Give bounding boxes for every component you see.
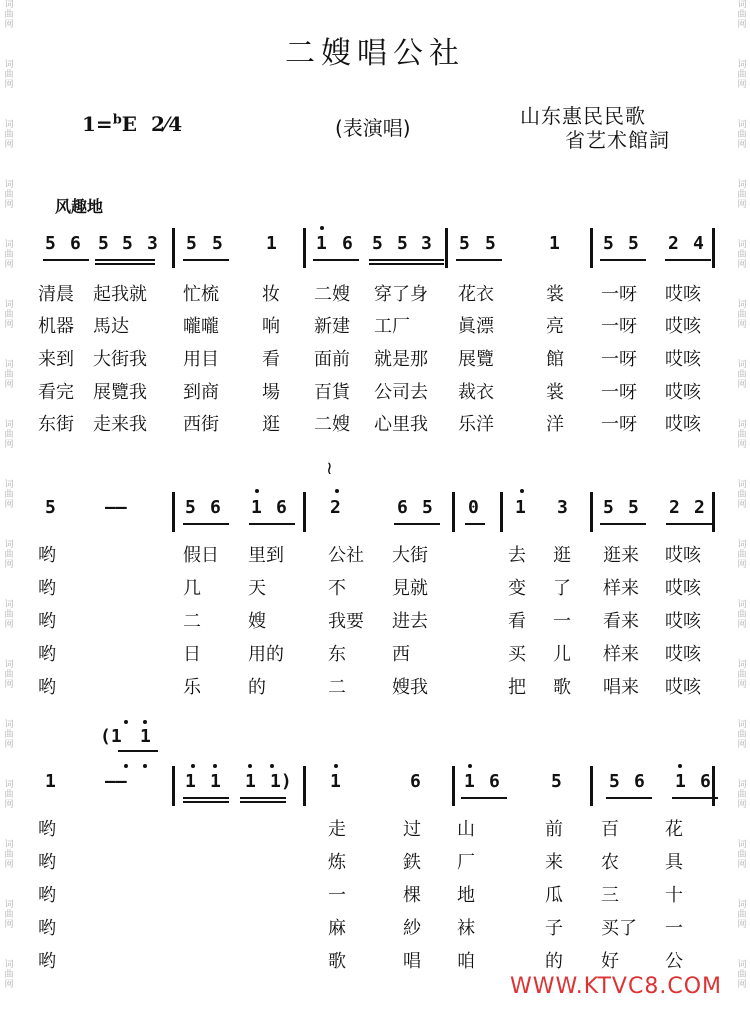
- lyric: 哎咳: [665, 414, 701, 435]
- lyric: 哎咳: [665, 284, 701, 305]
- octave-dot: [124, 720, 128, 724]
- lyric: 农: [601, 852, 619, 873]
- lyric: 几: [183, 578, 201, 599]
- lyric: 前: [545, 819, 563, 840]
- side-watermark-text: 词 曲 网: [737, 840, 747, 870]
- lyric: 館: [546, 349, 564, 370]
- lyric: 用目: [183, 349, 219, 370]
- side-watermark-text: 词 曲 网: [4, 60, 14, 90]
- octave-dot: [255, 489, 259, 493]
- lyric: 二嫂: [314, 414, 350, 435]
- note: ——: [105, 771, 127, 792]
- note: 2: [668, 233, 679, 254]
- note: 5: [422, 497, 433, 518]
- side-watermark-text: 词 曲 网: [4, 300, 14, 330]
- tempo-marking: 风趣地: [55, 197, 104, 216]
- beam-line: [394, 523, 440, 525]
- song-title: 二嫂唱公社: [285, 36, 465, 71]
- barline: [500, 492, 503, 532]
- lyric: 一呀: [601, 349, 637, 370]
- lyric: 新建: [314, 316, 350, 337]
- note: 1: [675, 771, 686, 792]
- side-watermark-text: 词 曲 网: [4, 120, 14, 150]
- note: 6: [210, 497, 221, 518]
- side-watermark-text: 词 曲 网: [4, 780, 14, 810]
- lyric: 棵: [403, 885, 421, 906]
- side-watermark-text: 词 曲 网: [737, 780, 747, 810]
- octave-dot: [334, 764, 338, 768]
- lyric: 嫂: [248, 611, 266, 632]
- lyric: 逛: [553, 545, 571, 566]
- beam-line: [666, 523, 712, 525]
- lyric: 亮: [546, 316, 564, 337]
- lyric: 就是那: [374, 349, 428, 370]
- note: 6: [342, 233, 353, 254]
- lyric: 哎咳: [665, 611, 701, 632]
- octave-dot: [320, 226, 324, 230]
- octave-dot: [124, 764, 128, 768]
- lyric: 一呀: [601, 316, 637, 337]
- barline: [590, 228, 593, 268]
- lyric: 哟: [38, 852, 56, 873]
- note: 1: [464, 771, 475, 792]
- side-watermark-text: 词 曲 网: [737, 900, 747, 930]
- site-watermark: WWW.KTVC8.COM: [510, 974, 722, 999]
- barline: [303, 228, 306, 268]
- lyric: 逛: [262, 414, 280, 435]
- lyric: 看完: [38, 382, 74, 403]
- lyric: 十: [665, 885, 683, 906]
- note: 1: [251, 497, 262, 518]
- credit-lyricist: 省艺术館詞: [565, 128, 670, 152]
- note: 5: [45, 497, 56, 518]
- note: ——: [105, 497, 127, 518]
- lyric: 馬达: [93, 316, 129, 337]
- lyric: 我要: [328, 611, 364, 632]
- side-watermark-text: 词 曲 网: [737, 240, 747, 270]
- lyric: 看: [508, 611, 526, 632]
- barline: [452, 766, 455, 806]
- barline: [445, 228, 448, 268]
- lyric: 百: [601, 819, 619, 840]
- note: 5: [45, 233, 56, 254]
- note: 6: [634, 771, 645, 792]
- note: 2: [330, 497, 341, 518]
- octave-dot: [520, 489, 524, 493]
- note: 1: [266, 233, 277, 254]
- octave-dot: [270, 764, 274, 768]
- note: 6: [70, 233, 81, 254]
- note: 6: [700, 771, 711, 792]
- lyric: 哟: [38, 819, 56, 840]
- performance-style: (表演唱): [335, 116, 411, 140]
- lyric: 东: [328, 644, 346, 665]
- note: 2: [694, 497, 705, 518]
- beam-line: [665, 259, 711, 261]
- note: 5: [485, 233, 496, 254]
- side-watermark-text: 词 曲 网: [737, 960, 747, 990]
- lyric: 机器: [38, 316, 74, 337]
- note: 3: [421, 233, 432, 254]
- note: 5: [459, 233, 470, 254]
- side-watermark-text: 词 曲 网: [737, 600, 747, 630]
- lyric: 走来我: [93, 414, 147, 435]
- barline: [172, 492, 175, 532]
- lyric: 哎咳: [665, 382, 701, 403]
- lyric: 过: [403, 819, 421, 840]
- octave-dot: [143, 764, 147, 768]
- note: 5: [98, 233, 109, 254]
- note: (1: [100, 726, 122, 747]
- octave-dot: [143, 720, 147, 724]
- note: 5: [185, 497, 196, 518]
- lyric: 花: [665, 819, 683, 840]
- lyric: 公: [665, 951, 683, 972]
- beam-line: [118, 750, 158, 752]
- note: 1: [140, 726, 151, 747]
- lyric: 逛来: [603, 545, 639, 566]
- key-signature: 1=$^b$E 2⁄4: [82, 112, 183, 136]
- lyric: 买: [508, 644, 526, 665]
- lyric: 来: [545, 852, 563, 873]
- side-watermark-text: 词 曲 网: [737, 180, 747, 210]
- note: 5: [609, 771, 620, 792]
- lyric: 西街: [183, 414, 219, 435]
- barline: [172, 766, 175, 806]
- lyric: 天: [248, 578, 266, 599]
- beam-line: [240, 801, 286, 803]
- side-watermark-text: 词 曲 网: [737, 720, 747, 750]
- side-watermark-text: 词 曲 网: [737, 300, 747, 330]
- lyric: 忙梳: [183, 284, 219, 305]
- beam-line: [249, 523, 295, 525]
- side-watermark-text: 词 曲 网: [4, 480, 14, 510]
- lyric: 鉄: [403, 852, 421, 873]
- lyric: 哟: [38, 644, 56, 665]
- barline: [172, 228, 175, 268]
- lyric: 一: [328, 885, 346, 906]
- note: 1: [245, 771, 256, 792]
- lyric: 二: [328, 677, 346, 698]
- lyric: 哟: [38, 545, 56, 566]
- note: 0: [468, 497, 479, 518]
- lyric: 展覽我: [93, 382, 147, 403]
- ornament-mark: ≀: [326, 458, 333, 479]
- side-watermark-text: 词 曲 网: [4, 240, 14, 270]
- beam-line: [43, 259, 89, 261]
- lyric: 一呀: [601, 284, 637, 305]
- note: 1: [210, 771, 221, 792]
- lyric: 心里我: [374, 414, 428, 435]
- lyric: 哎咳: [665, 349, 701, 370]
- lyric: 穿了身: [374, 284, 428, 305]
- lyric: 乐: [183, 677, 201, 698]
- lyric: 买了: [601, 918, 637, 939]
- note: 3: [557, 497, 568, 518]
- note: 5: [397, 233, 408, 254]
- lyric: 二嫂: [314, 284, 350, 305]
- lyric: 哎咳: [665, 677, 701, 698]
- side-watermark-text: 词 曲 网: [737, 60, 747, 90]
- note: 5: [628, 497, 639, 518]
- lyric: 把: [508, 677, 526, 698]
- note: 1: [316, 233, 327, 254]
- lyric: 嚨嚨: [183, 316, 219, 337]
- note: 5: [603, 497, 614, 518]
- lyric: 袜: [457, 918, 475, 939]
- note: 5: [186, 233, 197, 254]
- side-watermark-text: 词 曲 网: [4, 660, 14, 690]
- note: 4: [693, 233, 704, 254]
- lyric: 具: [665, 852, 683, 873]
- lyric: 眞漂: [458, 316, 494, 337]
- barline: [712, 766, 715, 806]
- beam-line: [240, 797, 286, 799]
- side-watermark-text: 词 曲 网: [4, 420, 14, 450]
- lyric: 清晨: [38, 284, 74, 305]
- lyric: 嫂我: [392, 677, 428, 698]
- note: 5: [628, 233, 639, 254]
- lyric: 洋: [546, 414, 564, 435]
- note: 1: [185, 771, 196, 792]
- barline: [590, 766, 593, 806]
- lyric: 地: [457, 885, 475, 906]
- lyric: 变: [508, 578, 526, 599]
- lyric: 哎咳: [665, 644, 701, 665]
- beam-line: [606, 797, 652, 799]
- side-watermark-text: 词 曲 网: [737, 420, 747, 450]
- lyric: 的: [545, 951, 563, 972]
- side-watermark-text: 词 曲 网: [4, 720, 14, 750]
- note: 1): [270, 771, 292, 792]
- side-watermark-text: 词 曲 网: [737, 540, 747, 570]
- barline: [452, 492, 455, 532]
- note: 6: [489, 771, 500, 792]
- octave-dot: [678, 764, 682, 768]
- barline: [303, 492, 306, 532]
- beam-line: [672, 797, 718, 799]
- lyric: 工厂: [374, 316, 410, 337]
- side-watermark-text: 词 曲 网: [737, 120, 747, 150]
- lyric: 場: [262, 382, 280, 403]
- lyric: 哟: [38, 611, 56, 632]
- lyric: 哟: [38, 918, 56, 939]
- lyric: 歌: [328, 951, 346, 972]
- side-watermark-text: 词 曲 网: [4, 600, 14, 630]
- lyric: 样来: [603, 578, 639, 599]
- lyric: 裳: [546, 284, 564, 305]
- lyric: 子: [545, 918, 563, 939]
- lyric: 一呀: [601, 382, 637, 403]
- lyric: 瓜: [545, 885, 563, 906]
- lyric: 大街: [392, 545, 428, 566]
- beam-line: [369, 259, 444, 261]
- lyric: 样来: [603, 644, 639, 665]
- lyric: 起我就: [93, 284, 147, 305]
- lyric: 炼: [328, 852, 346, 873]
- lyric: 哟: [38, 885, 56, 906]
- beam-line: [183, 797, 229, 799]
- lyric: 看来: [603, 611, 639, 632]
- octave-dot: [468, 764, 472, 768]
- side-watermark-text: 词 曲 网: [4, 840, 14, 870]
- barline: [590, 492, 593, 532]
- lyric: 乐洋: [458, 414, 494, 435]
- lyric: 假日: [183, 545, 219, 566]
- lyric: 进去: [392, 611, 428, 632]
- lyric: 唱来: [603, 677, 639, 698]
- lyric: 响: [262, 316, 280, 337]
- lyric: 哟: [38, 951, 56, 972]
- note: 1: [45, 771, 56, 792]
- note: 6: [410, 771, 421, 792]
- note: 1: [330, 771, 341, 792]
- beam-line: [369, 263, 444, 265]
- lyric: 厂: [457, 852, 475, 873]
- octave-dot: [213, 764, 217, 768]
- lyric: 里到: [248, 545, 284, 566]
- lyric: 百貨: [314, 382, 350, 403]
- barline: [712, 492, 715, 532]
- lyric: 来到: [38, 349, 74, 370]
- side-watermark-text: 词 曲 网: [4, 540, 14, 570]
- credit-origin: 山东惠民民歌: [520, 104, 646, 128]
- lyric: 去: [508, 545, 526, 566]
- beam-line: [461, 797, 507, 799]
- lyric: 麻: [328, 918, 346, 939]
- side-watermark-text: 词 曲 网: [737, 360, 747, 390]
- octave-dot: [335, 489, 339, 493]
- octave-dot: [248, 764, 252, 768]
- lyric: 西: [392, 644, 410, 665]
- beam-line: [456, 259, 502, 261]
- lyric: 大街我: [93, 349, 147, 370]
- side-watermark-text: 词 曲 网: [4, 360, 14, 390]
- beam-line: [600, 523, 646, 525]
- lyric: 紗: [403, 918, 421, 939]
- lyric: 二: [183, 611, 201, 632]
- lyric: 哟: [38, 578, 56, 599]
- beam-line: [313, 259, 359, 261]
- side-watermark-text: 词 曲 网: [4, 180, 14, 210]
- beam-line: [600, 259, 646, 261]
- lyric: 唱: [403, 951, 421, 972]
- lyric: 走: [328, 819, 346, 840]
- beam-line: [183, 801, 229, 803]
- lyric: 裁衣: [458, 382, 494, 403]
- lyric: 哎咳: [665, 578, 701, 599]
- lyric: 山: [457, 819, 475, 840]
- note: 5: [372, 233, 383, 254]
- lyric: 不: [328, 578, 346, 599]
- lyric: 到商: [183, 382, 219, 403]
- lyric: 看: [262, 349, 280, 370]
- side-watermark-text: 词 曲 网: [4, 960, 14, 990]
- lyric: 妆: [262, 284, 280, 305]
- lyric: 日: [183, 644, 201, 665]
- side-watermark-text: 词 曲 网: [737, 480, 747, 510]
- lyric: 裳: [546, 382, 564, 403]
- side-watermark-text: 词 曲 网: [737, 0, 747, 30]
- beam-line: [183, 259, 229, 261]
- barline: [303, 766, 306, 806]
- lyric: 一呀: [601, 414, 637, 435]
- lyric: 一: [665, 918, 683, 939]
- barline: [712, 228, 715, 268]
- note: 2: [669, 497, 680, 518]
- side-watermark-text: 词 曲 网: [4, 900, 14, 930]
- time-signature: 2⁄4: [150, 112, 183, 136]
- lyric: 見就: [392, 578, 428, 599]
- lyric: 了: [553, 578, 571, 599]
- note: 5: [122, 233, 133, 254]
- lyric: 儿: [553, 644, 571, 665]
- note: 3: [147, 233, 158, 254]
- note: 6: [276, 497, 287, 518]
- lyric: 哟: [38, 677, 56, 698]
- beam-line: [465, 523, 485, 525]
- lyric: 东街: [38, 414, 74, 435]
- note: 5: [603, 233, 614, 254]
- lyric: 哎咳: [665, 545, 701, 566]
- beam-line: [95, 263, 155, 265]
- lyric: 用的: [248, 644, 284, 665]
- note: 1: [549, 233, 560, 254]
- note: 1: [515, 497, 526, 518]
- lyric: 咱: [457, 951, 475, 972]
- lyric: 面前: [314, 349, 350, 370]
- lyric: 的: [248, 677, 266, 698]
- lyric: 好: [601, 951, 619, 972]
- lyric: 公社: [328, 545, 364, 566]
- side-watermark-text: 词 曲 网: [4, 0, 14, 30]
- lyric: 展覽: [458, 349, 494, 370]
- beam-line: [95, 259, 155, 261]
- note: 5: [212, 233, 223, 254]
- lyric: 一: [553, 611, 571, 632]
- lyric: 歌: [553, 677, 571, 698]
- lyric: 公司去: [374, 382, 428, 403]
- lyric: 花衣: [458, 284, 494, 305]
- note: 6: [397, 497, 408, 518]
- lyric: 三: [601, 885, 619, 906]
- beam-line: [183, 523, 229, 525]
- octave-dot: [191, 764, 195, 768]
- note: 5: [551, 771, 562, 792]
- side-watermark-text: 词 曲 网: [737, 660, 747, 690]
- lyric: 哎咳: [665, 316, 701, 337]
